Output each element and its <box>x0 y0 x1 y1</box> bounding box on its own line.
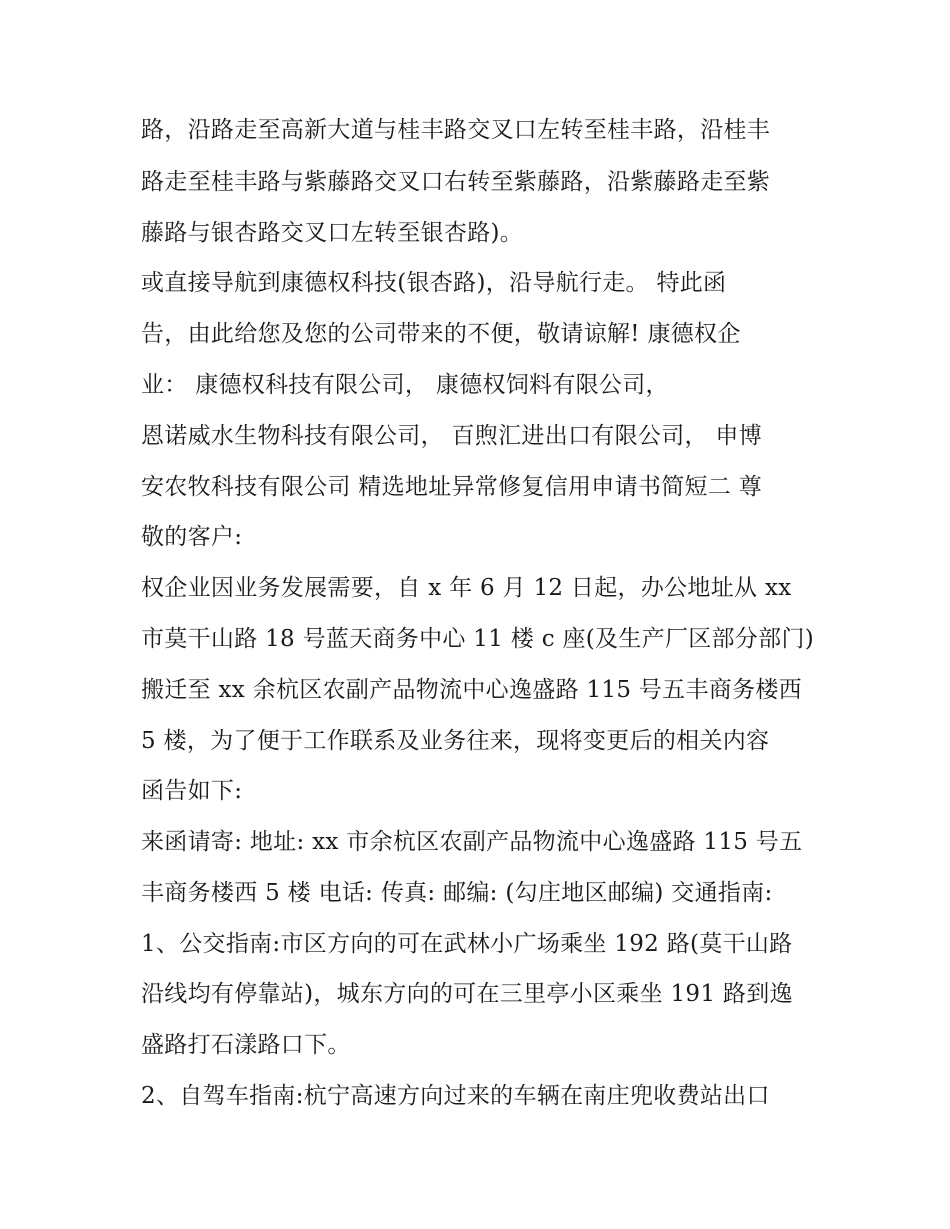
text-line: 或直接导航到康德权科技(银杏路)，沿导航行走。 特此函 <box>141 270 727 296</box>
text-line: 市莫干山路 18 号蓝天商务中心 11 楼 c 座(及生产厂区部分部门) <box>141 626 815 652</box>
text-line: 函告如下: <box>141 778 243 804</box>
text-line: 业： 康德权科技有限公司， 康德权饲料有限公司， <box>141 372 669 398</box>
text-line: 告，由此给您及您的公司带来的不便，敬请谅解! 康德权企 <box>141 321 741 347</box>
text-line: 沿线均有停靠站)，城东方向的可在三里亭小区乘坐 191 路到逸 <box>141 981 793 1007</box>
text-line: 1、公交指南:市区方向的可在武林小广场乘坐 192 路(莫干山路 <box>141 931 793 957</box>
text-line: 敬的客户: <box>141 524 243 550</box>
text-line: 丰商务楼西 5 楼 电话: 传真: 邮编: (勾庄地区邮编) 交通指南: <box>141 880 773 906</box>
text-line: 安农牧科技有限公司 精选地址异常修复信用申请书简短二 尊 <box>141 474 763 500</box>
text-line: 来函请寄: 地址: xx 市余杭区农副产品物流中心逸盛路 115 号五 <box>141 829 803 855</box>
text-line: 恩诺威水生物科技有限公司， 百煦汇进出口有限公司， 申博 <box>141 423 763 449</box>
text-line: 5 楼，为了便于工作联系及业务往来，现将变更后的相关内容 <box>141 728 770 754</box>
text-line: 藤路与银杏路交叉口左转至银杏路)。 <box>141 220 524 246</box>
text-line: 路，沿路走至高新大道与桂丰路交叉口左转至桂丰路，沿桂丰 <box>141 117 771 143</box>
text-line: 权企业因业务发展需要，自 x 年 6 月 12 日起，办公地址从 xx <box>141 575 792 601</box>
text-line: 2、自驾车指南:杭宁高速方向过来的车辆在南庄兜收费站出口 <box>141 1083 770 1109</box>
text-line: 搬迁至 xx 余杭区农副产品物流中心逸盛路 115 号五丰商务楼西 <box>141 677 802 703</box>
text-line: 路走至桂丰路与紫藤路交叉口右转至紫藤路，沿紫藤路走至紫 <box>141 169 771 195</box>
text-line: 盛路打石漾路口下。 <box>141 1032 351 1058</box>
